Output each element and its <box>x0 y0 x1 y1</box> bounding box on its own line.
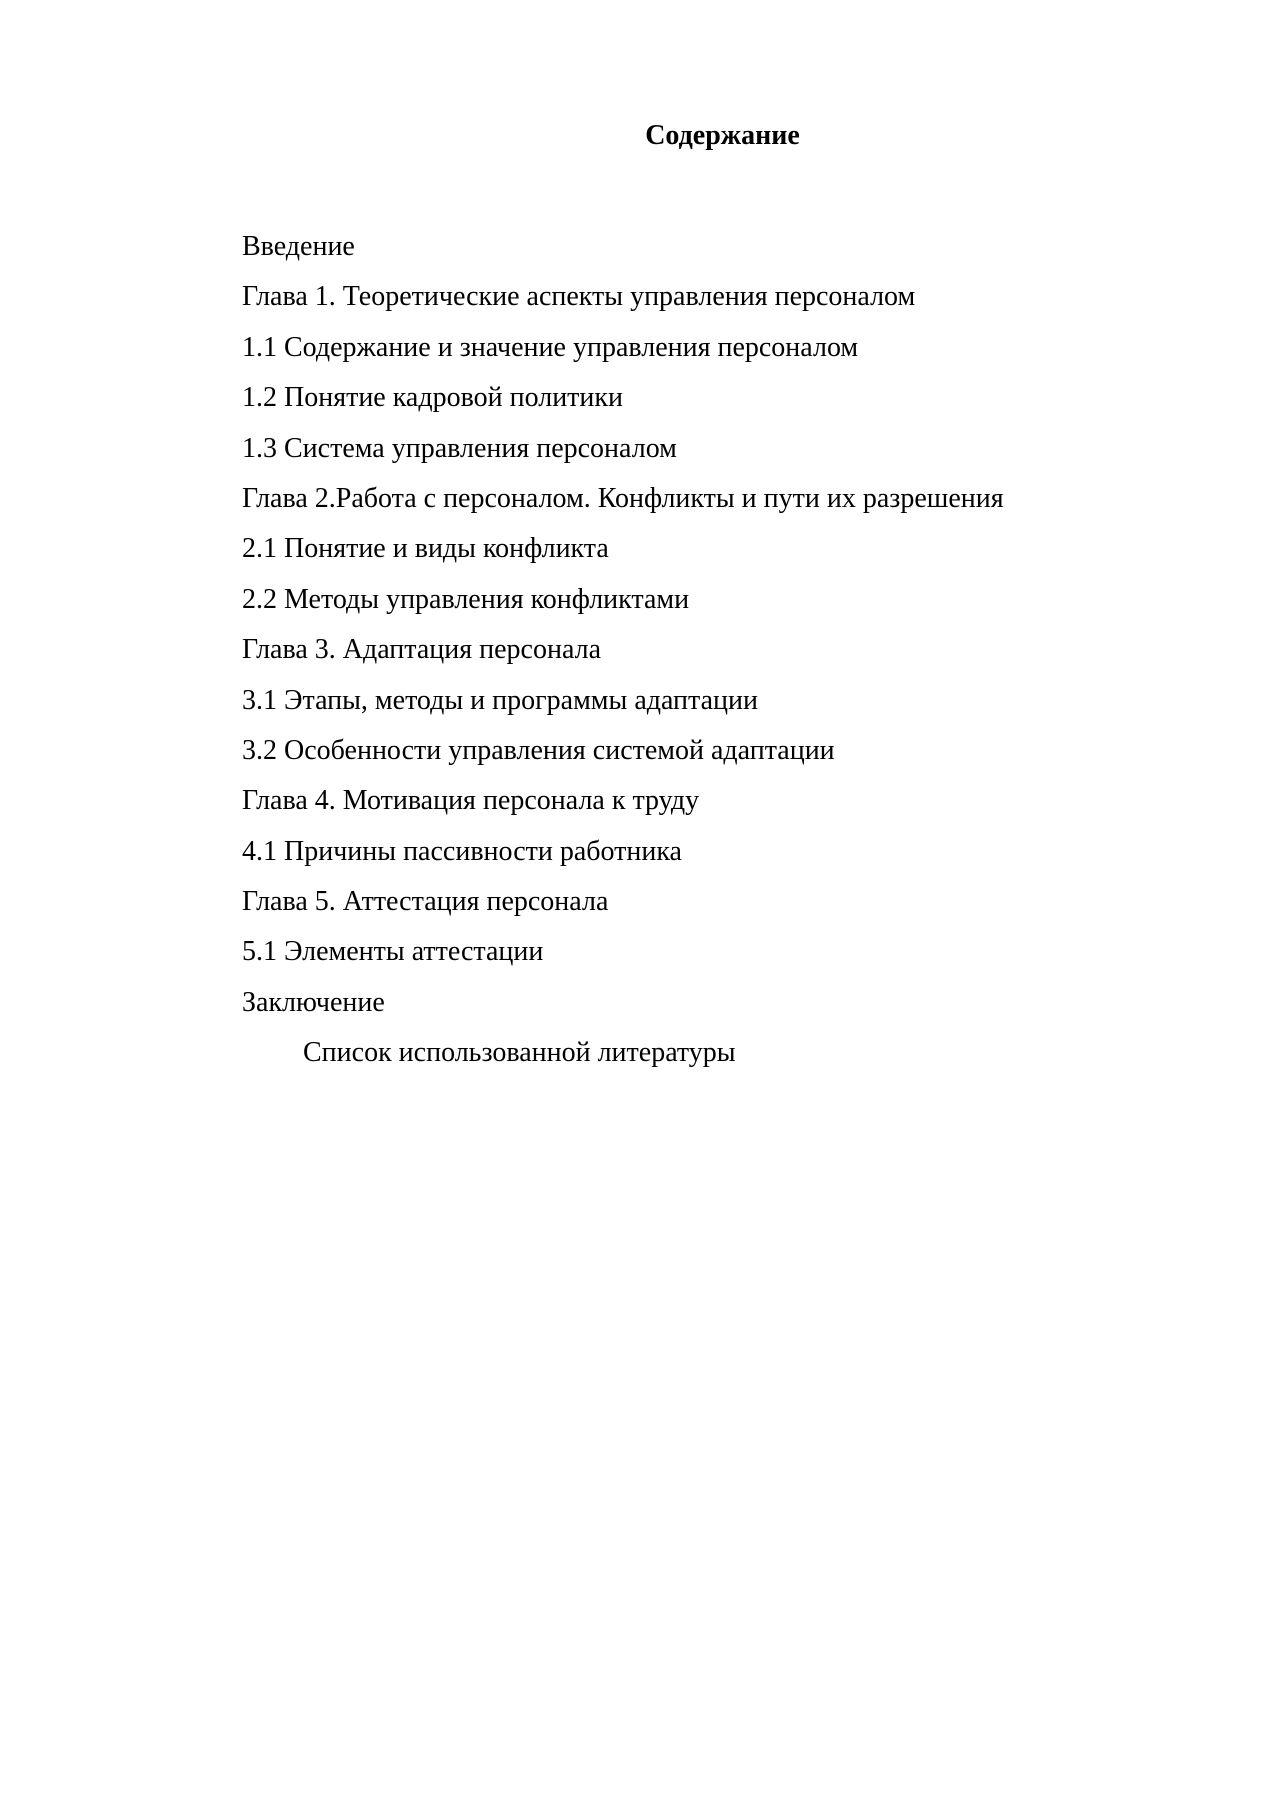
toc-item-chapter-4: Глава 4. Мотивация персонала к труду <box>242 785 700 817</box>
toc-item-bibliography: Список использованной литературы <box>303 1037 736 1069</box>
table-of-contents <box>242 222 1202 1079</box>
toc-item-chapter-5: Глава 5. Аттестация персонала <box>242 886 609 918</box>
toc-item-chapter-2: Глава 2.Работа с персоналом. Конфликты и пути их разрешения <box>242 482 1004 514</box>
toc-item-chapter-3: Глава 3. Адаптация персонала <box>242 634 602 666</box>
toc-item-section-4-1: 4.1 Причины пассивности работника <box>242 835 682 867</box>
toc-item-section-1-3: 1.3 Система управления персоналом <box>242 432 677 464</box>
toc-item-conclusion: Заключение <box>242 986 385 1018</box>
toc-item-introduction: Введение <box>242 231 355 262</box>
toc-item-section-2-1: 2.1 Понятие и виды конфликта <box>242 533 609 565</box>
page-title: Содержание <box>645 120 800 151</box>
toc-item-section-5-1: 5.1 Элементы аттестации <box>242 936 544 968</box>
toc-item-chapter-1: Глава 1. Теоретические аспекты управления персоналом <box>242 281 916 313</box>
toc-item-section-2-2: 2.2 Методы управления конфликтами <box>242 583 690 615</box>
toc-item-section-3-1: 3.1 Этапы, методы и программы адаптации <box>242 684 758 716</box>
toc-item-section-1-2: 1.2 Понятие кадровой политики <box>242 382 623 414</box>
toc-item-section-1-1: 1.1 Содержание и значение управления персоналом <box>242 331 859 363</box>
toc-item-section-3-2: 3.2 Особенности управления системой адаптации <box>242 734 835 766</box>
